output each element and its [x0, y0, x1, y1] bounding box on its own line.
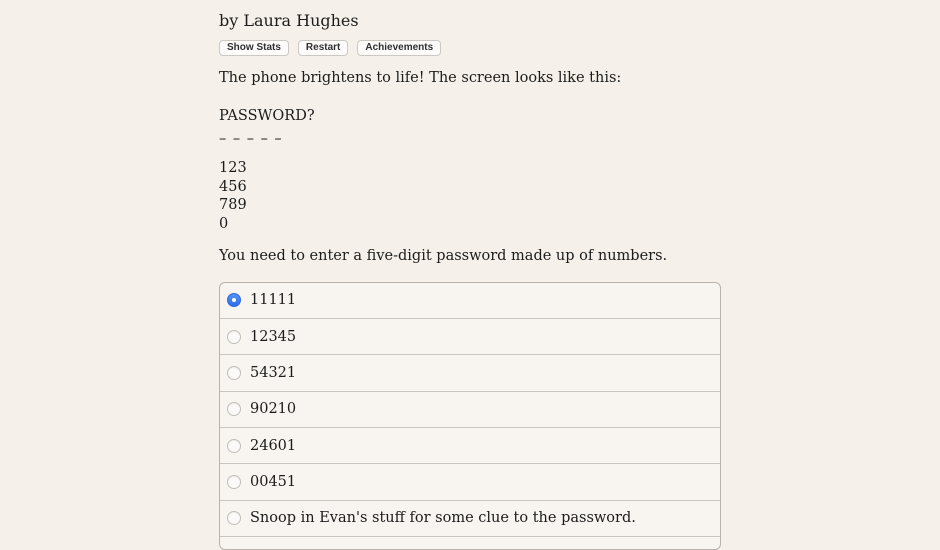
choice-option-cutoff[interactable]	[220, 536, 720, 549]
radio-button[interactable]	[227, 330, 241, 344]
choice-option-label: 90210	[250, 401, 297, 418]
show-stats-button[interactable]: Show Stats	[219, 40, 289, 56]
choice-list	[219, 282, 721, 550]
phone-screen	[219, 107, 721, 234]
keypad-row: 0	[219, 216, 229, 233]
story-page	[219, 0, 721, 550]
choice-option[interactable]	[220, 500, 720, 536]
intro-paragraph: The phone brightens to life! The screen looks like this:	[219, 70, 622, 86]
keypad-row: 123	[219, 160, 247, 176]
choice-option-label: 11111	[250, 292, 297, 309]
choice-option[interactable]	[220, 391, 720, 427]
radio-button[interactable]	[227, 366, 241, 380]
restart-button[interactable]: Restart	[298, 40, 348, 56]
toolbar	[219, 40, 721, 55]
choice-option[interactable]	[220, 283, 720, 318]
radio-button[interactable]	[227, 439, 241, 453]
radio-button[interactable]	[227, 475, 241, 489]
choice-option-label: 24601	[250, 437, 297, 454]
keypad-row: 789	[219, 197, 247, 214]
radio-button[interactable]	[227, 511, 241, 525]
choice-option-label: Snoop in Evan's stuff for some clue to the password.	[250, 510, 636, 527]
choice-option[interactable]	[220, 463, 720, 499]
radio-button[interactable]	[227, 402, 241, 416]
choice-option[interactable]	[220, 427, 720, 463]
choice-option-label: 12345	[250, 328, 297, 345]
instruction-paragraph: You need to enter a five-digit password made up of numbers.	[219, 247, 668, 264]
byline: by Laura Hughes	[219, 11, 359, 30]
radio-button[interactable]	[227, 293, 241, 307]
password-prompt: PASSWORD?	[219, 108, 315, 124]
choice-option[interactable]	[220, 318, 720, 354]
choice-option-label: 54321	[250, 365, 297, 382]
phone-keypad	[219, 159, 721, 234]
choice-option-label: 00451	[250, 473, 297, 490]
password-entry-blanks: – – – – –	[219, 131, 283, 147]
choice-option[interactable]	[220, 354, 720, 390]
achievements-button[interactable]: Achievements	[357, 40, 441, 56]
keypad-row: 456	[219, 178, 247, 195]
